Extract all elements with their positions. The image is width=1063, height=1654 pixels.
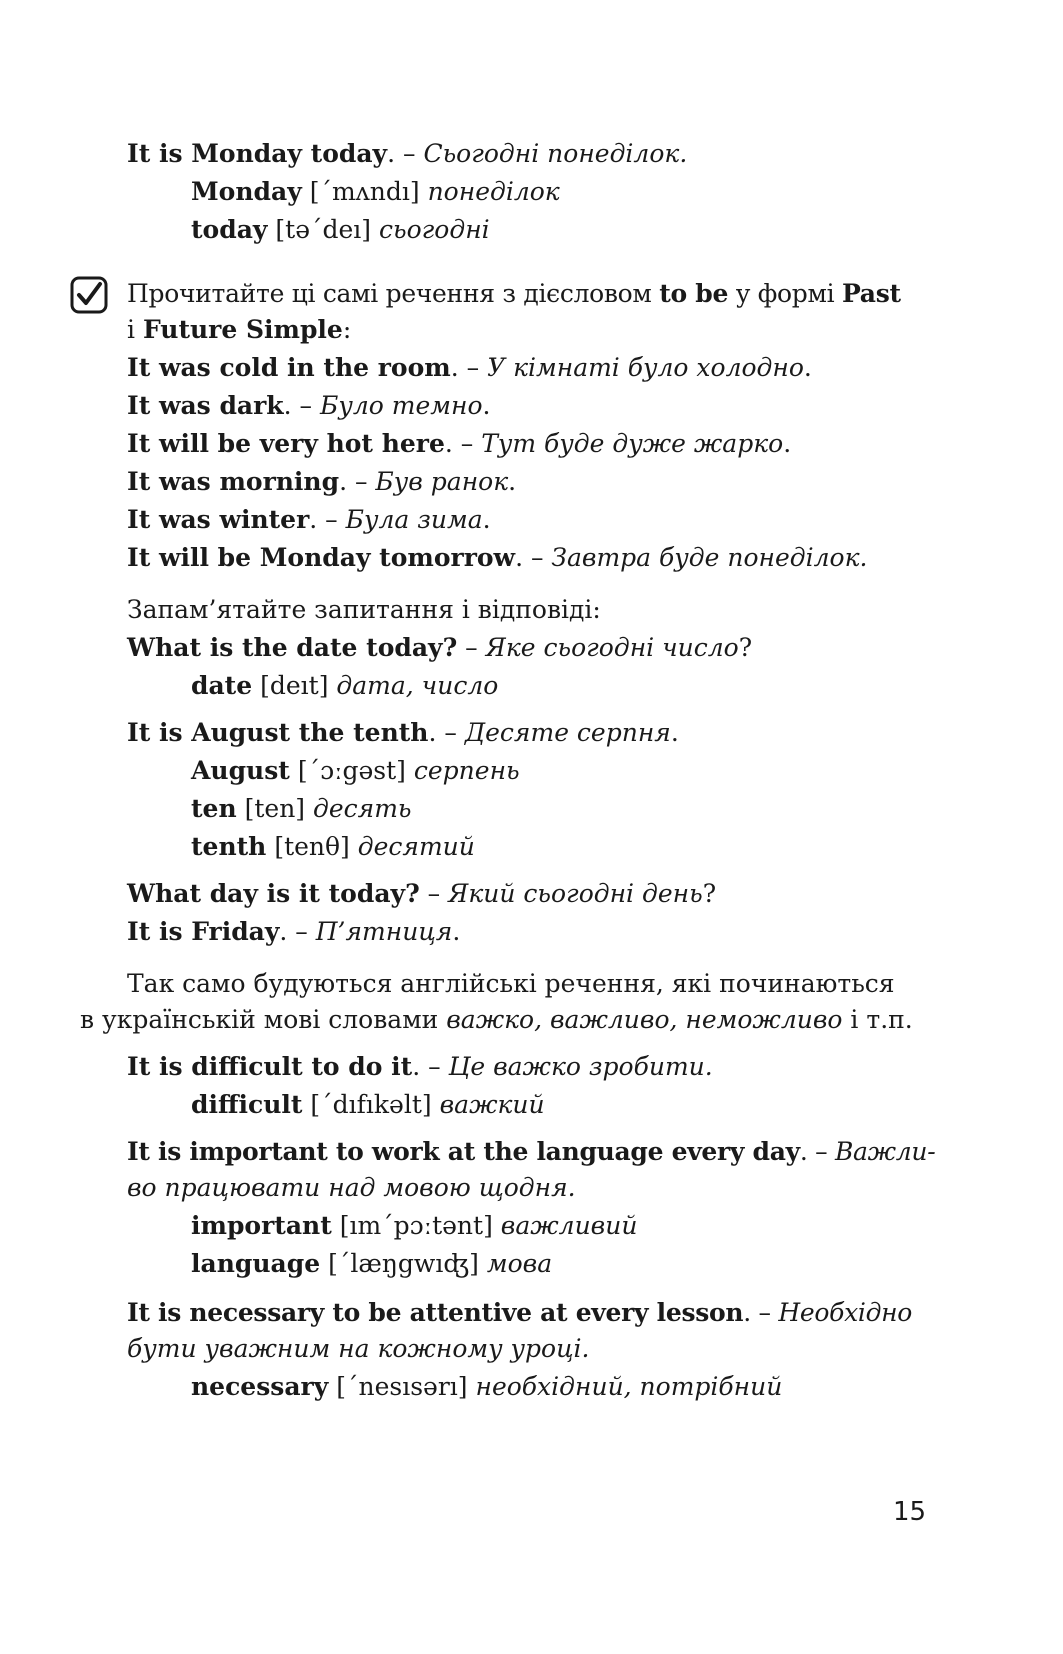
answer-date: It is August the tenth. – Десяте серпня. <box>127 718 679 747</box>
question-day: What day is it today? – Який сьогодні день? <box>127 879 717 908</box>
vocab-language: language [΄læŋgwıʤ] мова <box>191 1249 553 1278</box>
vocab-necessary: necessary [΄nesısərı] необхідний, потрібний <box>191 1372 783 1401</box>
example-monday: It is Monday today. – Сьогодні понеділок. <box>127 139 688 168</box>
example-line: It was dark. – Було темно. <box>127 391 491 420</box>
remember-intro: Запам’ятайте запитання і відповіді: <box>127 595 601 624</box>
example-difficult: It is difficult to do it. – Це важко зробити. <box>127 1052 713 1081</box>
example-line: It was winter. – Була зима. <box>127 505 491 534</box>
example-necessary: It is necessary to be attentive at every lesson. – Необхідно <box>127 1298 913 1327</box>
vocab-important: important [ım΄pɔːtənt] важливий <box>191 1211 638 1240</box>
exercise-instruction-cont: і Future Simple: <box>127 315 352 344</box>
vocab-august: August [΄ɔːgəst] серпень <box>191 756 520 785</box>
vocab-date: date [deıt] дата, число <box>191 671 499 700</box>
vocab-today: today [tə΄deı] сьогодні <box>191 215 490 244</box>
vocab-ten: ten [ten] десять <box>191 794 412 823</box>
example-line: It will be Monday tomorrow. – Завтра буде понеділок. <box>127 543 868 572</box>
page-number: 15 <box>893 1497 927 1527</box>
example-important: It is important to work at the language every day. – Важли- <box>127 1137 936 1166</box>
vocab-monday: Monday [΄mʌndı] понеділок <box>191 177 560 206</box>
exercise-instruction: Прочитайте ці самі речення з дієсловом to be у формі Past <box>127 279 901 308</box>
paragraph-line-2: в українській мові словами важко, важливо, неможливо і т.п. <box>80 1005 913 1034</box>
vocab-tenth: tenth [tenθ] десятий <box>191 832 475 861</box>
checkbox-icon <box>70 276 108 314</box>
paragraph-line-1: Так само будуються англійські речення, які починаються <box>127 969 895 998</box>
example-important-cont: во працювати над мовою щодня. <box>127 1173 576 1202</box>
example-necessary-cont: бути уважним на кожному уроці. <box>127 1334 590 1363</box>
example-line: It was cold in the room. – У кімнаті було холодно. <box>127 353 812 382</box>
vocab-difficult: difficult [΄dıfıkəlt] важкий <box>191 1090 545 1119</box>
question-date: What is the date today? – Яке сьогодні число? <box>127 633 753 662</box>
example-line: It was morning. – Був ранок. <box>127 467 517 496</box>
example-line: It will be very hot here. – Тут буде дуже жарко. <box>127 429 792 458</box>
answer-day: It is Friday. – П’ятниця. <box>127 917 461 946</box>
